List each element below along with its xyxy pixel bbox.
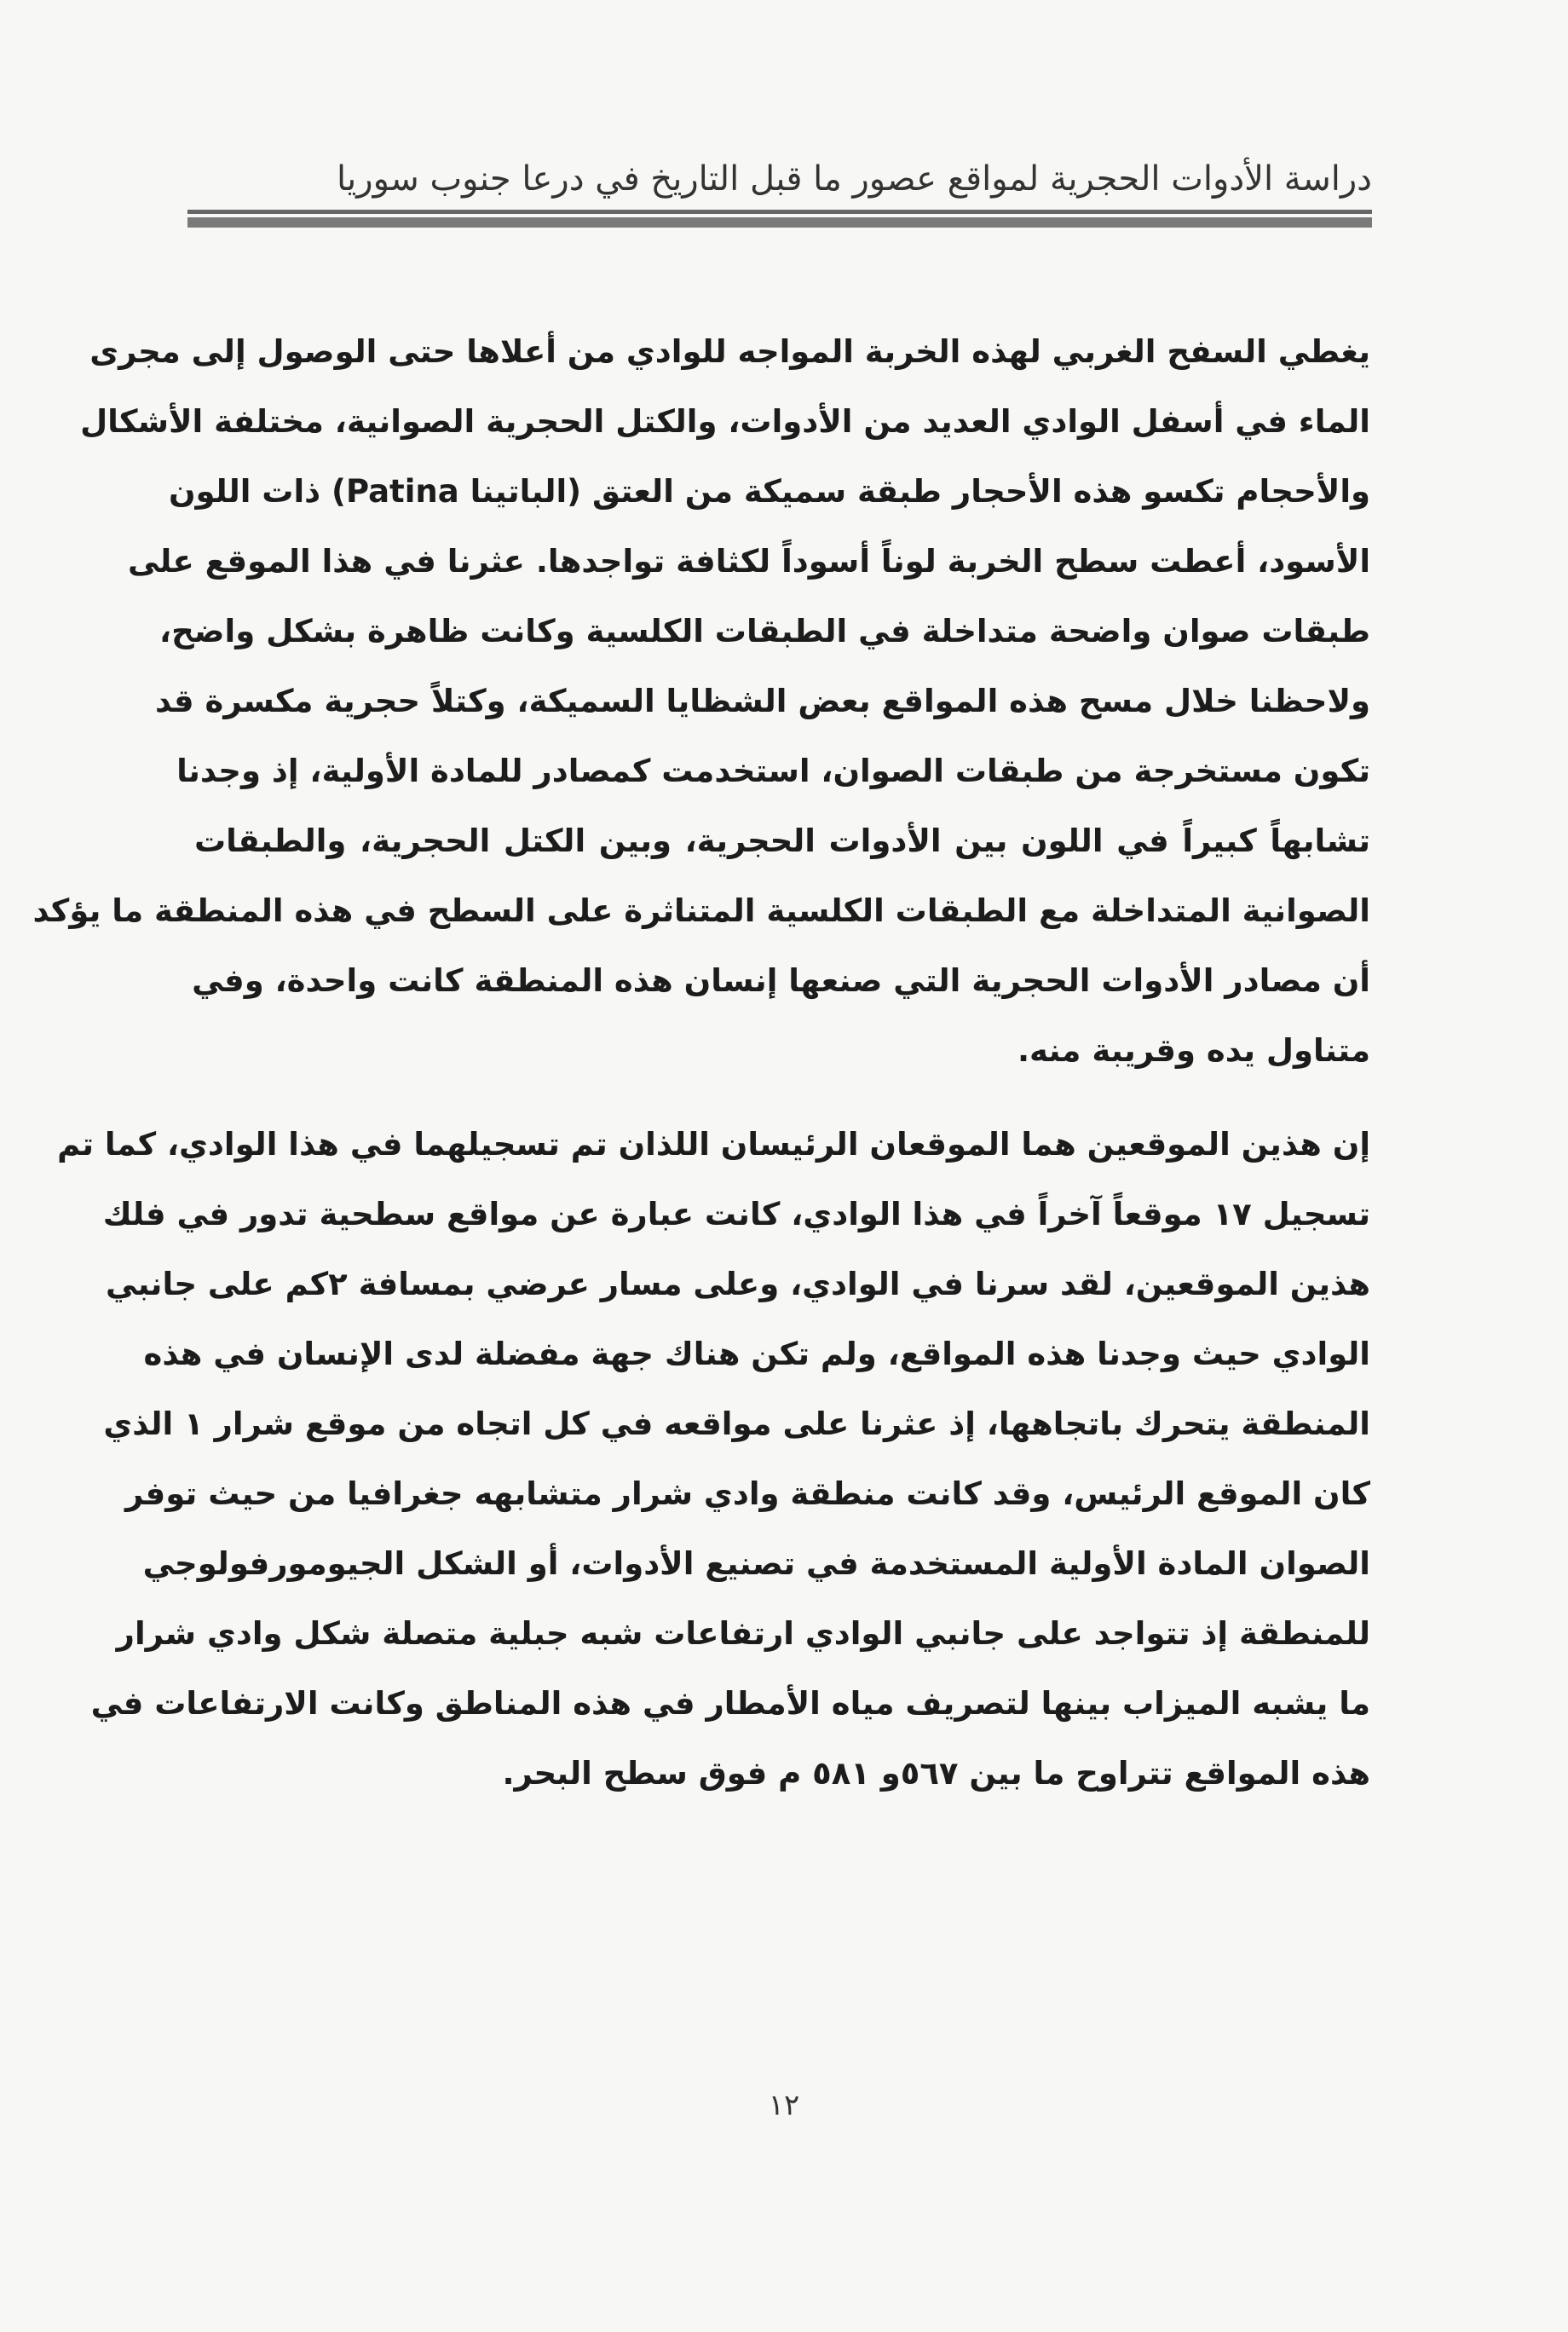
text-line: الماء في أسفل الوادي العديد من الأدوات، والكتل الحجرية الصوانية، مختلفة الأشكال xyxy=(80,403,1370,440)
header-divider-thin xyxy=(187,210,1372,214)
header-title: دراسة الأدوات الحجرية لمواقع عصور ما قبل التاريخ في درعا جنوب سوريا xyxy=(336,159,1372,199)
text-line: متناول يده وقريبة منه. xyxy=(1017,1032,1370,1069)
text-line: هذه المواقع تتراوح ما بين ٥٦٧و ٥٨١ م فوق سطح البحر. xyxy=(502,1755,1370,1792)
header-divider-thick xyxy=(187,217,1372,228)
text-line: الصوانية المتداخلة مع الطبقات الكلسية المتناثرة على السطح في هذه المنطقة ما يؤكد xyxy=(32,892,1370,929)
text-line: طبقات صوان واضحة متداخلة في الطبقات الكلسية وكانت ظاهرة بشكل واضح، xyxy=(159,613,1370,649)
text-line: والأحجام تكسو هذه الأحجار طبقة سميكة من العتق (الباتينا Patina) ذات اللون xyxy=(168,473,1370,510)
text-line: تشابهاً كبيراً في اللون بين الأدوات الحجرية، وبين الكتل الحجرية، والطبقات xyxy=(194,823,1370,859)
text-line: للمنطقة إذ تتواجد على جانبي الوادي ارتفاعات شبه جبلية متصلة شكل وادي شرار xyxy=(116,1615,1370,1652)
text-line: كان الموقع الرئيس، وقد كانت منطقة وادي شرار متشابهه جغرافيا من حيث توفر xyxy=(124,1475,1370,1512)
text-line: هذين الموقعين، لقد سرنا في الوادي، وعلى مسار عرضي بمسافة ٢كم على جانبي xyxy=(106,1266,1370,1302)
text-line: إن هذين الموقعين هما الموقعان الرئيسان اللذان تم تسجيلهما في هذا الوادي، كما تم xyxy=(57,1126,1370,1163)
text-line: ما يشبه الميزاب بينها لتصريف مياه الأمطار في هذه المناطق وكانت الارتفاعات في xyxy=(90,1685,1370,1722)
text-line: الصوان المادة الأولية المستخدمة في تصنيع الأدوات، أو الشكل الجيومورفولوجي xyxy=(142,1545,1370,1582)
text-line: تسجيل ١٧ موقعاً آخراً في هذا الوادي، كانت عبارة عن مواقع سطحية تدور في فلك xyxy=(102,1196,1370,1232)
text-line: الوادي حيث وجدنا هذه المواقع، ولم تكن هناك جهة مفضلة لدى الإنسان في هذه xyxy=(143,1336,1370,1372)
text-line: الأسود، أعطت سطح الخربة لوناً أسوداً لكثافة تواجدها. عثرنا في هذا الموقع على xyxy=(127,543,1370,580)
paragraph xyxy=(57,1110,1370,1809)
text-line: ولاحظنا خلال مسح هذه المواقع بعض الشظايا السميكة، وكتلاً حجرية مكسرة قد xyxy=(155,683,1370,719)
running-header xyxy=(187,153,1372,228)
paragraph xyxy=(32,317,1370,1086)
text-line: تكون مستخرجة من طبقات الصوان، استخدمت كمصادر للمادة الأولية، إذ وجدنا xyxy=(176,753,1370,789)
text-line: يغطي السفح الغربي لهذه الخربة المواجه للوادي من أعلاها حتى الوصول إلى مجرى xyxy=(89,333,1370,370)
body-text xyxy=(32,317,1370,1833)
text-line: المنطقة يتحرك باتجاهها، إذ عثرنا على مواقعه في كل اتجاه من موقع شرار ١ الذي xyxy=(103,1406,1370,1442)
text-line: أن مصادر الأدوات الحجرية التي صنعها إنسان هذه المنطقة كانت واحدة، وفي xyxy=(192,962,1370,999)
page-number: ١٢ xyxy=(768,2088,800,2122)
